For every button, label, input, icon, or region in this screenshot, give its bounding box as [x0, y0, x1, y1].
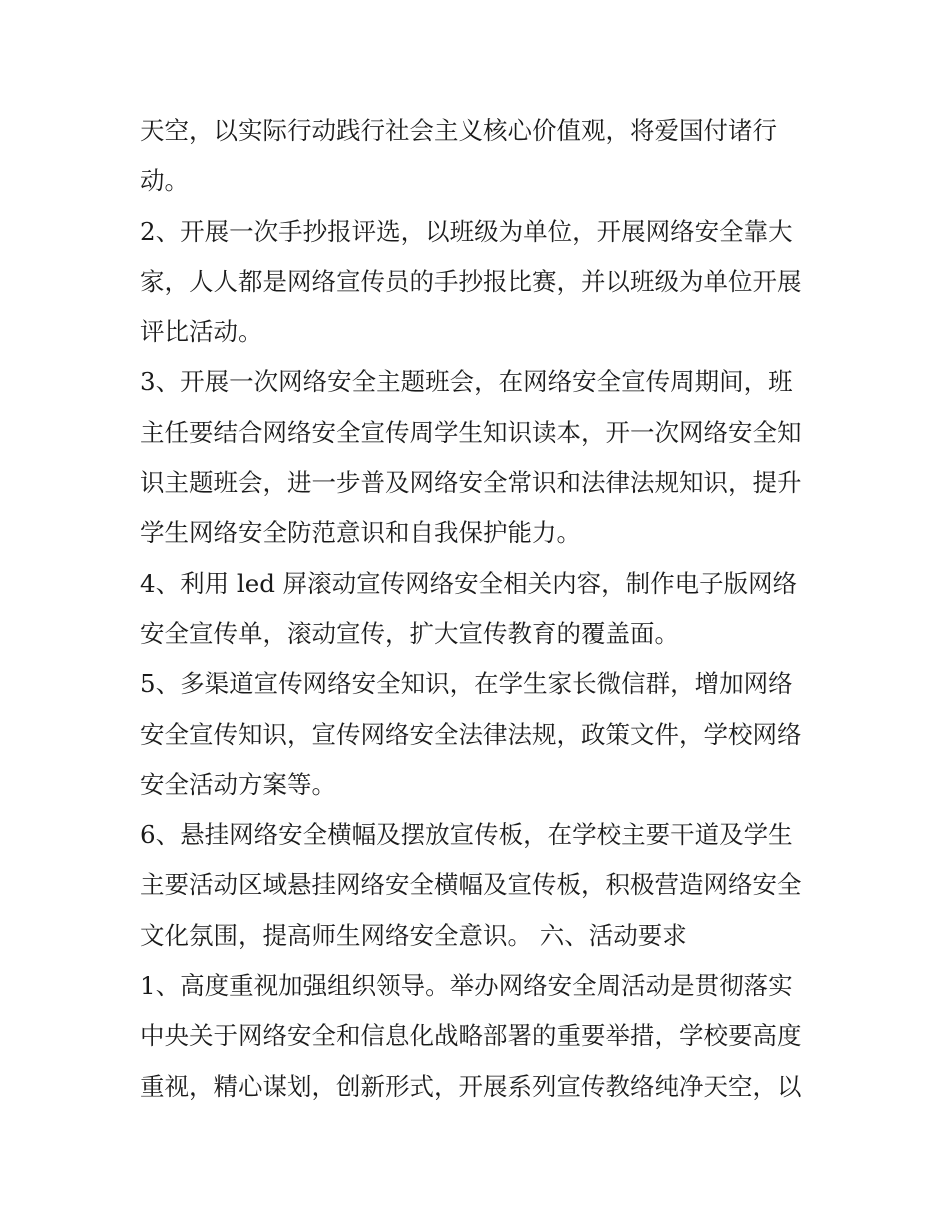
text-line: 学生网络安全防范意识和自我保护能力。	[140, 518, 581, 548]
text-line: 3、开展一次网络安全主题班会，在网络安全宣传周期间，班	[140, 367, 793, 397]
text-line: 1、高度重视加强组织领导。举办网络安全周活动是贯彻落实	[140, 971, 793, 1001]
text-line: 4、利用 led 屏滚动宣传网络安全相关内容，制作电子版网络	[140, 568, 798, 598]
text-line: 2、开展一次手抄报评选，以班级为单位，开展网络安全靠大	[140, 216, 793, 246]
text-line: 家，人人都是网络宣传员的手抄报比赛，并以班级为单位开展	[140, 266, 802, 296]
text-line: 动。	[140, 166, 189, 196]
text-line: 评比活动。	[140, 317, 263, 347]
text-line: 文化氛围，提高师生网络安全意识。 六、活动要求	[140, 920, 687, 950]
text-line: 识主题班会，进一步普及网络安全常识和法律法规知识，提升	[140, 468, 802, 498]
text-line: 安全活动方案等。	[140, 769, 336, 799]
text-line: 安全宣传单，滚动宣传，扩大宣传教育的覆盖面。	[140, 618, 679, 648]
text-line: 5、多渠道宣传网络安全知识，在学生家长微信群，增加网络	[140, 669, 793, 699]
text-line: 主要活动区域悬挂网络安全横幅及宣传板，积极营造网络安全	[140, 870, 802, 900]
text-line: 6、悬挂网络安全横幅及摆放宣传板，在学校主要干道及学生	[140, 820, 793, 850]
text-line: 天空，以实际行动践行社会主义核心价值观，将爱国付诸行	[140, 116, 777, 145]
text-line: 主任要结合网络安全宣传周学生知识读本，开一次网络安全知	[140, 417, 802, 447]
text-line: 中央关于网络安全和信息化战略部署的重要举措，学校要高度	[140, 1021, 802, 1051]
text-line: 重视，精心谋划，创新形式，开展系列宣传教络纯净天空，以	[140, 1071, 802, 1101]
document-body	[140, 106, 830, 1112]
text-line: 安全宣传知识，宣传网络安全法律法规，政策文件，学校网络	[140, 719, 802, 749]
